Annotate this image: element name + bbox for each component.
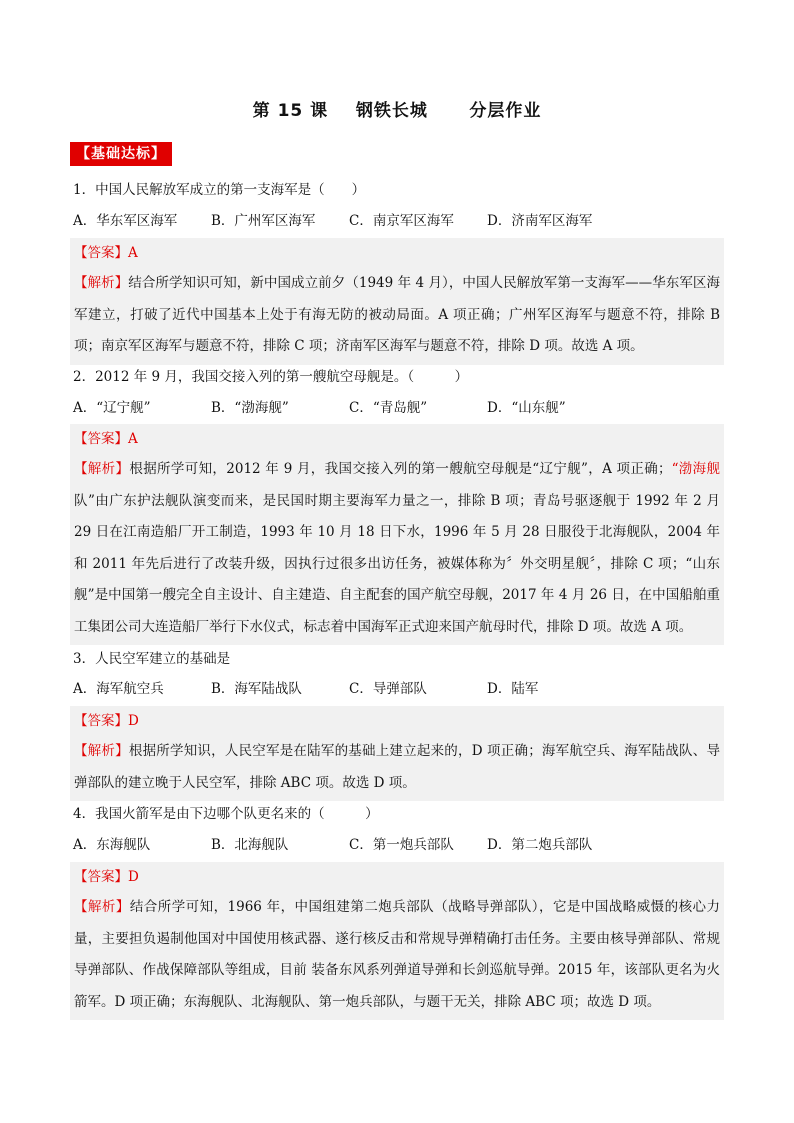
answer-label: 【答案】 (74, 431, 128, 447)
analysis-text: 结合所学知识可知，新中国成立前夕（1949 年 4 月），中国人民解放军第一支海军——华东军区海军建立，打破了近代中国基本上处于有海无防的被动局面。A 项正确；广州军区海军与题意不符，排除 B 项；南京军区海军与题意不符，排除 C 项；济南军区海军与题意不符，排除 D 项。故选 A 项。 (74, 275, 720, 354)
option-b: B．广州军区海军 (211, 213, 316, 229)
analysis-text: 根据所学知识，人民空军是在陆军的基础上建立起来的，D 项正确；海军航空兵、海军陆战队、导弹部队的建立晚于人民空军，排除 ABC 项。故选 D 项。 (74, 743, 720, 791)
option-a: A．华东军区海军 (73, 213, 178, 229)
analysis-text-part1: 根据所学可知，2012 年 9 月，我国交接入列的第一艘航空母舰是“辽宁舰”，A 项正确； (129, 461, 672, 477)
question-1-options (73, 211, 592, 231)
option-d: D．“山东舰” (487, 400, 566, 416)
analysis-text-highlight: “渤海舰 (671, 461, 720, 477)
question-3-stem: 3．人民空军建立的基础是 (73, 651, 231, 667)
answer-value: D (128, 869, 139, 885)
option-c: C．导弹部队 (349, 681, 427, 697)
answer-box-2 (70, 424, 724, 645)
answer-value: A (128, 245, 138, 261)
option-b: B．“渤海舰” (211, 400, 289, 416)
answer-label: 【答案】 (74, 713, 128, 729)
option-d: D．陆军 (487, 681, 539, 697)
answer-label: 【答案】 (74, 245, 128, 261)
analysis-label: 【解析】 (74, 461, 130, 477)
option-d: D．济南军区海军 (487, 213, 593, 229)
question-2-options (73, 398, 566, 418)
answer-box-4 (70, 862, 724, 1020)
analysis-text: 结合所学可知，1966 年，中国组建第二炮兵部队（战略导弹部队），它是中国战略威慑的核心力量，主要担负遏制他国对中国使用核武器、遂行核反击和常规导弹精确打击任务。主要由核导弹部队、常规导弹部队、作战保障部队等组成，目前 装备东风系列弹道导弹和长剑巡航导弹。2015 年，该部队更名为火箭军。D 项正确；东海舰队、北海舰队、第一炮兵部队，与题干无关，排除 ABC 项；故选 D 项。 (74, 899, 720, 1010)
option-c: C．南京军区海军 (349, 213, 454, 229)
question-1-stem: 1．中国人民解放军成立的第一支海军是（ ） (73, 182, 366, 198)
question-3-options (73, 679, 538, 699)
option-a: A．“辽宁舰” (73, 400, 151, 416)
answer-value: D (128, 713, 139, 729)
option-b: B．海军陆战队 (211, 681, 302, 697)
option-a: A．东海舰队 (73, 837, 151, 853)
analysis-label: 【解析】 (74, 275, 129, 291)
question-4-options (73, 835, 592, 855)
answer-value: A (128, 431, 138, 447)
page-title: 第 15 课 钢铁长城 分层作业 (252, 101, 542, 121)
analysis-label: 【解析】 (74, 743, 129, 759)
section-tag: 【基础达标】 (70, 142, 172, 166)
option-b: B．北海舰队 (211, 837, 289, 853)
option-c: C．第一炮兵部队 (349, 837, 454, 853)
question-2-stem: 2．2012 年 9 月，我国交接入列的第一艘航空母舰是。（ ） (73, 369, 469, 385)
analysis-label: 【解析】 (74, 899, 130, 915)
question-4-stem: 4．我国火箭军是由下边哪个队更名来的（ ） (73, 806, 379, 822)
option-d: D．第二炮兵部队 (487, 837, 593, 853)
analysis-text-part2: 队”由广东护法舰队演变而来，是民国时期主要海军力量之一，排除 B 项；青岛号驱逐舰于 1992 年 2 月 29 日在江南造船厂开工制造，1993 年 10 月 18 日下水，1996 年 5 月 28 日服役于北海舰队，2004 年和 2011 年先后进行了改装升级，因执行过很多出访任务，被媒体称为〞外交明星舰〞，排除 C 项；“山东舰”是中国第一艘完全自主设计、自主建造、自主配套的国产航空母舰，2017 年 4 月 26 日，在中国船舶重工集团公司大连造船厂举行下水仪式，标志着中国海军正式迎来国产航母时代，排除 D 项。故选 A 项。 (74, 492, 720, 635)
answer-label: 【答案】 (74, 869, 128, 885)
option-c: C．“青岛舰” (349, 400, 428, 416)
option-a: A．海军航空兵 (73, 681, 164, 697)
answer-box-1 (70, 238, 724, 365)
answer-box-3 (70, 706, 724, 801)
